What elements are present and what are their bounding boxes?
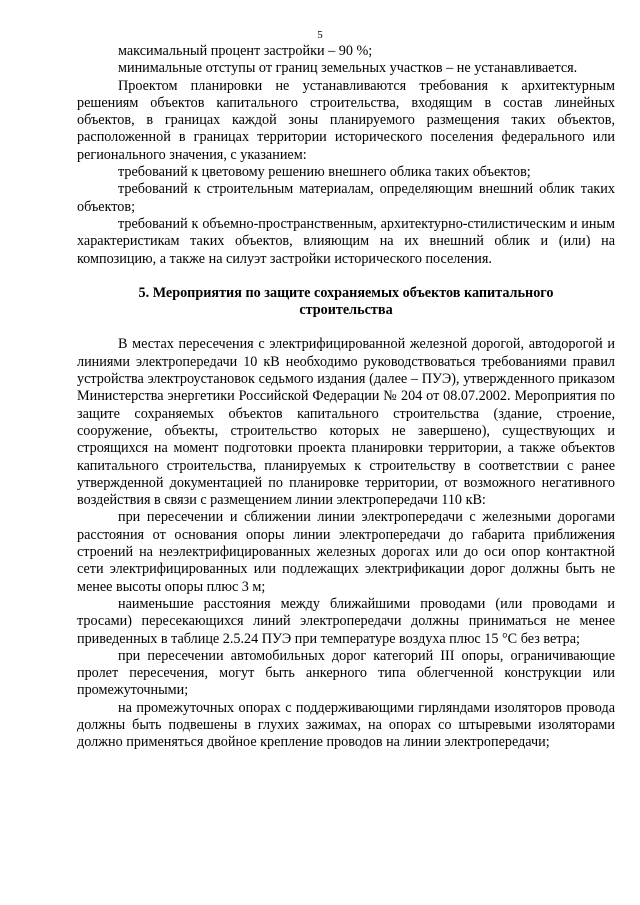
paragraph-protection-measures: В местах пересечения с электрифицированной железной дорогой, автодорогой и линиями электропередачи 10 кВ необходимо руководствоваться требованиями правил устройства электроустановок седьмого издания (далее – ПУЭ), утвержденного приказом Министерства энергетики Российской Федерации № 204 от 08.07.2002. Мероприятия по защите сохраняемых объектов капитального строительства (здание, строение, сооружение, объекты, строительство которых не завершено), существующих и строящихся на момент подготовки проекта планировки территории, а также объектов капитального строительства, планируемых к строительству в соответствии с ранее утвержденной документацией по планировке территории, от возможного негативного воздействия в связи с размещением линии электропередачи 110 кВ:	[77, 336, 615, 509]
section-heading	[77, 285, 615, 320]
paragraph-architectural-requirements: Проектом планировки не устанавливаются требования к архитектурным решениям объектов капитального строительства, входящим в состав линейных объектов, в границах каждой зоны планируемого размещения таких объектов, расположенной в границах территории исторического поселения федерального или регионального значения, с указанием:	[77, 77, 615, 163]
page-number: 5	[317, 29, 323, 41]
paragraph-max-coverage: максимальный процент застройки – 90 %;	[118, 43, 373, 59]
list-item-insulator-fastening: на промежуточных опорах с поддерживающими гирляндами изоляторов провода должны быть подвешены в глухих зажимах, на опорах со штыревыми изоляторами должно применяться двойное крепление проводов на линии электропередачи;	[77, 699, 615, 751]
paragraph-min-setbacks: минимальные отступы от границ земельных участков – не устанавливается.	[118, 60, 578, 77]
section-heading-line-1: 5. Мероприятия по защите сохраняемых объектов капитального	[138, 284, 554, 301]
section-heading-line-2: строительства	[299, 302, 393, 319]
list-item-color-requirements: требований к цветовому решению внешнего облика таких объектов;	[118, 164, 531, 181]
list-item-material-requirements: требований к строительным материалам, определяющим внешний облик таких объектов;	[77, 181, 615, 215]
list-item-railway-crossing: при пересечении и сближении линии электропередачи с железными дорогами расстояния от основания опоры линии электропередачи до габарита приближения строений на неэлектрифицированных железных дорогах или до оси опор контактной сети электрифицированных или подлежащих электрификации дорог должны быть не менее высоты опоры плюс 3 м;	[77, 509, 615, 595]
list-item-spatial-requirements: требований к объемно-пространственным, архитектурно-стилистическим и иным характеристикам таких объектов, влияющим на их внешний облик и (или) на композицию, а также на силуэт застройки исторического поселения.	[77, 215, 615, 267]
list-item-wire-distances: наименьшие расстояния между ближайшими проводами (или проводами и тросами) пересекающихся линий электропередачи должны приниматься не менее приведенных в таблице 2.5.24 ПУЭ при температуре воздуха плюс 15 °С без ветра;	[77, 595, 615, 647]
list-item-road-crossing: при пересечении автомобильных дорог категорий III опоры, ограничивающие пролет пересечения, могут быть анкерного типа облегченной конструкции или промежуточными;	[77, 647, 615, 699]
page-body	[77, 43, 615, 752]
